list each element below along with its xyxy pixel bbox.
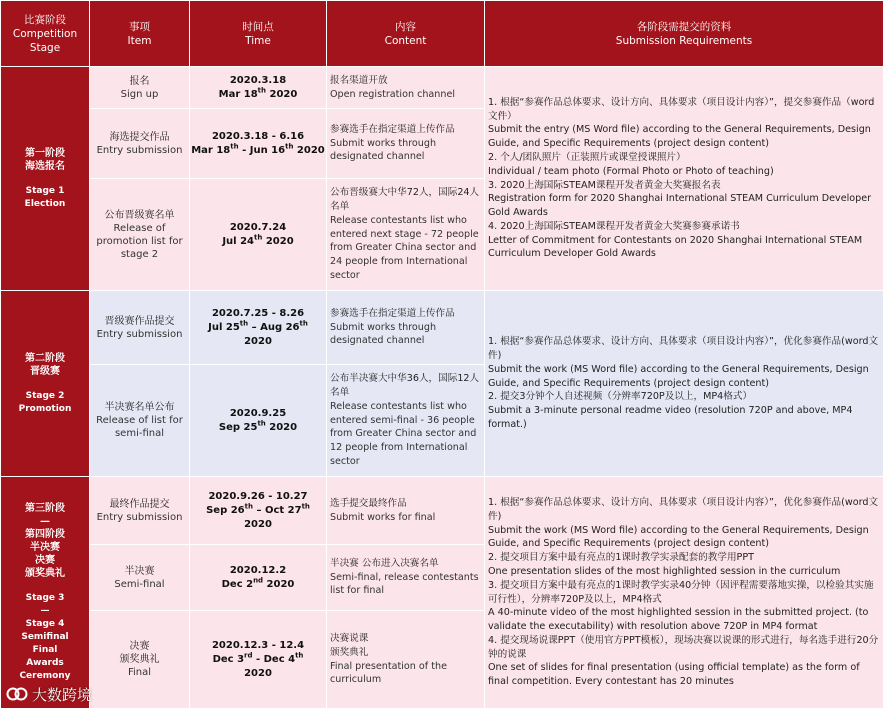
- req-line: 2. 提交3分钟个人自述视频（分辨率720P及以上，MP4格式）: [488, 390, 880, 404]
- time-line1: 2020.3.18: [190, 74, 326, 88]
- time-line3: 2020: [190, 335, 326, 349]
- req-line: 1. 根据“参赛作品总体要求、设计方向、具体要求（项目设计内容）”，提交参赛作品（word文件）: [488, 96, 880, 124]
- req-line: 4. 提交现场说课PPT（使用官方PPT模板），现场决赛以说课的形式进行，每名选手进行20分钟的说课: [488, 634, 880, 662]
- req-line: One set of slides for final presentation (using official template) as the form of final competition. Every contestant has 20 minutes: [488, 661, 880, 689]
- watermark-text: 大数跨境: [32, 684, 92, 705]
- content-zh: 报名渠道开放: [330, 74, 481, 88]
- item-cell: [90, 291, 190, 365]
- header-item-zh: 事项: [90, 20, 189, 34]
- item-cell: [90, 611, 190, 709]
- stage-2-en1: Stage 2: [1, 390, 89, 403]
- header-content-en: Content: [327, 34, 484, 48]
- content-cell: [327, 291, 485, 365]
- time-line2: [190, 321, 326, 335]
- req-line: Submit the work (MS Word file) according to the General Requirements, Design Guide, and Specific Requirements (project design content): [488, 363, 880, 391]
- content-zh2: 颁奖典礼: [330, 646, 481, 660]
- time-line2: [190, 421, 326, 435]
- table-row: [1, 291, 883, 365]
- content-en: Submit works for final: [330, 511, 481, 525]
- header-content: [327, 1, 485, 67]
- item-en: Sign up: [90, 88, 189, 101]
- time-line1: 2020.9.26 - 10.27: [190, 490, 326, 504]
- header-req-zh: 各阶段需提交的资料: [485, 20, 883, 34]
- logo-icon: [6, 686, 28, 702]
- time-line3: 2020: [190, 518, 326, 532]
- header-req-en: Submission Requirements: [485, 34, 883, 48]
- stage-3-en2: Stage 4: [1, 618, 89, 631]
- req-line: 4. 2020上海国际STEAM课程开发者黄金大奖赛参赛承诺书: [488, 220, 880, 234]
- item-en: Final: [90, 666, 189, 679]
- time-sup: th: [257, 419, 265, 427]
- content-zh: 公布半决赛大中华36人，国际12人名单: [330, 372, 481, 400]
- header-time: [190, 1, 327, 67]
- stage-3-en5: Awards: [1, 657, 89, 670]
- time-line1: 2020.12.2: [190, 564, 326, 578]
- content-cell: [327, 67, 485, 109]
- header-time-en: Time: [190, 34, 326, 48]
- stage-3-en4: Final: [1, 644, 89, 657]
- stage-2-en2: Promotion: [1, 403, 89, 416]
- stage-1-zh2: 海选报名: [1, 160, 89, 173]
- time-sup: rd: [244, 651, 252, 659]
- time-sup: nd: [253, 576, 263, 584]
- time-line1: 2020.7.25 - 8.26: [190, 307, 326, 321]
- item-cell: [90, 67, 190, 109]
- time-sup: th: [302, 502, 310, 510]
- req-line: Individual / team photo (Formal Photo or Photo of teaching): [488, 165, 880, 179]
- req-line: 1. 根据“参赛作品总体要求、设计方向、具体要求（项目设计内容）”，优化参赛作品(word文件): [488, 496, 880, 524]
- req-line: Letter of Commitment for Contestants on 2020 Shanghai International STEAM Curriculum Developer Gold Awards: [488, 234, 880, 262]
- time-line3: 2020: [190, 667, 326, 681]
- content-cell: [327, 365, 485, 477]
- requirements-stage-2: [485, 291, 883, 477]
- stage-1-en2: Election: [1, 198, 89, 211]
- content-en: Submit works through designated channel: [330, 137, 481, 165]
- header-stage-zh: 比赛阶段: [1, 13, 89, 27]
- time-sup: th: [295, 651, 303, 659]
- stage-3-en1: Stage 3: [1, 592, 89, 605]
- stage-3-zh3: 半决赛: [1, 541, 89, 554]
- time-part: - Jun 16: [239, 145, 285, 156]
- time-sup: th: [254, 233, 262, 241]
- stage-2-cell: [1, 291, 90, 477]
- header-content-zh: 内容: [327, 20, 484, 34]
- req-line: 1. 根据“参赛作品总体要求、设计方向、具体要求（项目设计内容）”，优化参赛作品(word文件): [488, 335, 880, 363]
- item-en: Release of promotion list for stage 2: [90, 222, 189, 261]
- time-line2: [190, 88, 326, 102]
- watermark: [6, 683, 92, 705]
- time-cell: [190, 545, 327, 611]
- content-en: Open registration channel: [330, 88, 481, 102]
- content-en: Submit works through designated channel: [330, 321, 481, 349]
- header-stage-en1: Competition: [1, 27, 89, 41]
- time-line1: 2020.12.3 - 12.4: [190, 639, 326, 653]
- time-line2: [190, 235, 326, 249]
- table-row: [1, 477, 883, 545]
- stage-3-zh1: 第三阶段: [1, 502, 89, 515]
- content-zh: 公布晋级赛大中华72人，国际24人名单: [330, 186, 481, 214]
- req-line: 3. 2020上海国际STEAM课程开发者黄金大奖赛报名表: [488, 179, 880, 193]
- item-zh: 最终作品提交: [90, 498, 189, 511]
- req-line: 2. 提交项目方案中最有亮点的1课时教学实录配套的教学用PPT: [488, 551, 880, 565]
- header-item: [90, 1, 190, 67]
- time-cell: [190, 365, 327, 477]
- item-zh: 报名: [90, 75, 189, 88]
- time-part: - Dec 4: [253, 654, 296, 665]
- stage-3-dash2: —: [1, 605, 89, 618]
- requirements-stage-3-4: [485, 477, 883, 709]
- content-cell: [327, 611, 485, 709]
- req-line: A 40-minute video of the most highlighted session in the submitted project. (to validate the executability) with resolution above 720P in MP4 format: [488, 606, 880, 634]
- item-cell: [90, 477, 190, 545]
- item-zh: 决赛: [90, 640, 189, 653]
- item-en: Entry submission: [90, 511, 189, 524]
- req-line: Submit the entry (MS Word file) according to the General Requirements, Design Guide, and Specific Requirements (project design content): [488, 123, 880, 151]
- req-line: Submit a 3-minute personal readme video (resolution 720P and above, MP4 format.): [488, 404, 880, 432]
- header-row: [1, 1, 883, 67]
- header-stage: [1, 1, 90, 67]
- stage-2-zh1: 第二阶段: [1, 352, 89, 365]
- time-part: Mar 18: [191, 145, 230, 156]
- content-zh: 参赛选手在指定渠道上传作品: [330, 123, 481, 137]
- item-en: Entry submission: [90, 144, 189, 157]
- item-zh: 晋级赛作品提交: [90, 315, 189, 328]
- content-en: Semi-final, release contestants list for final: [330, 571, 481, 599]
- header-time-zh: 时间点: [190, 20, 326, 34]
- time-part: 2020: [262, 236, 293, 247]
- time-part: 2020: [263, 579, 294, 590]
- req-line: Registration form for 2020 Shanghai International STEAM Curriculum Developer Gold Awards: [488, 192, 880, 220]
- time-line1: 2020.9.25: [190, 407, 326, 421]
- stage-1-zh1: 第一阶段: [1, 147, 89, 160]
- content-zh: 参赛选手在指定渠道上传作品: [330, 307, 481, 321]
- time-cell: [190, 611, 327, 709]
- time-cell: [190, 67, 327, 109]
- time-part: 2020: [266, 422, 297, 433]
- time-cell: [190, 477, 327, 545]
- stage-1-en1: Stage 1: [1, 185, 89, 198]
- item-en: Release of list for semi-final: [90, 414, 189, 440]
- req-line: One presentation slides of the most highlighted session in the curriculum: [488, 565, 880, 579]
- header-requirements: [485, 1, 883, 67]
- time-sup: th: [230, 142, 238, 150]
- time-part: Mar 18: [219, 89, 258, 100]
- stage-3-4-cell: [1, 477, 90, 709]
- time-part: Sep 25: [219, 422, 258, 433]
- item-zh2: 颁奖典礼: [90, 653, 189, 666]
- time-part: Dec 2: [222, 579, 253, 590]
- content-zh: 决赛说课: [330, 632, 481, 646]
- req-line: 3. 提交项目方案中最有亮点的1课时教学实录40分钟（因评程需要落地实操，以检验其实施可行性），分辨率720P及以上，MP4格式: [488, 579, 880, 607]
- header-stage-en2: Stage: [1, 41, 89, 55]
- time-part: – Oct 27: [253, 505, 302, 516]
- time-line2: [190, 653, 326, 667]
- time-cell: [190, 291, 327, 365]
- time-line1: 2020.7.24: [190, 221, 326, 235]
- time-part: Jul 24: [222, 236, 254, 247]
- content-cell: [327, 477, 485, 545]
- item-cell: [90, 109, 190, 179]
- stage-3-en6: Ceremony: [1, 670, 89, 683]
- stage-3-zh5: 颁奖典礼: [1, 567, 89, 580]
- item-zh: 半决赛名单公布: [90, 401, 189, 414]
- item-cell: [90, 545, 190, 611]
- stage-1-cell: [1, 67, 90, 291]
- stage-3-zh2: 第四阶段: [1, 528, 89, 541]
- item-zh: 公布晋级赛名单: [90, 209, 189, 222]
- content-cell: [327, 545, 485, 611]
- req-line: 2. 个人/团队照片（正装照片或课堂授课照片）: [488, 151, 880, 165]
- content-cell: [327, 179, 485, 291]
- content-en: Release contestants list who entered next stage - 72 people from Greater China sector and 24 people from International sector: [330, 214, 481, 283]
- time-line2: [190, 504, 326, 518]
- item-en: Entry submission: [90, 328, 189, 341]
- time-part: Jul 25: [208, 322, 240, 333]
- time-cell: [190, 179, 327, 291]
- stage-3-zh4: 决赛: [1, 554, 89, 567]
- time-part: – Aug 26: [248, 322, 299, 333]
- time-sup: th: [258, 86, 266, 94]
- requirements-stage-1: [485, 67, 883, 291]
- time-cell: [190, 109, 327, 179]
- item-cell: [90, 179, 190, 291]
- item-zh: 半决赛: [90, 565, 189, 578]
- time-line2: [190, 144, 326, 158]
- time-line1: 2020.3.18 - 6.16: [190, 130, 326, 144]
- content-zh: 半决赛 公布进入决赛名单: [330, 557, 481, 571]
- stage-2-zh2: 晋级赛: [1, 365, 89, 378]
- time-sup: th: [245, 502, 253, 510]
- stage-3-dash1: —: [1, 515, 89, 528]
- table-row: [1, 67, 883, 109]
- time-part: 2020: [266, 89, 297, 100]
- time-sup: th: [285, 142, 293, 150]
- time-line2: [190, 578, 326, 592]
- header-item-en: Item: [90, 34, 189, 48]
- content-zh: 选手提交最终作品: [330, 497, 481, 511]
- time-sup: th: [240, 319, 248, 327]
- time-sup: th: [300, 319, 308, 327]
- time-part: Dec 3: [213, 654, 244, 665]
- stage-3-en3: Semifinal: [1, 631, 89, 644]
- content-cell: [327, 109, 485, 179]
- item-en: Semi-final: [90, 578, 189, 591]
- content-en: Final presentation of the curriculum: [330, 660, 481, 688]
- item-zh: 海选提交作品: [90, 131, 189, 144]
- time-part: 2020: [293, 145, 324, 156]
- item-cell: [90, 365, 190, 477]
- time-part: Sep 26: [206, 505, 245, 516]
- req-line: Submit the work (MS Word file) according to the General Requirements, Design Guide, and Specific Requirements (project design content): [488, 524, 880, 552]
- content-en: Release contestants list who entered semi-final - 36 people from Greater China sector and 12 people from International sector: [330, 400, 481, 469]
